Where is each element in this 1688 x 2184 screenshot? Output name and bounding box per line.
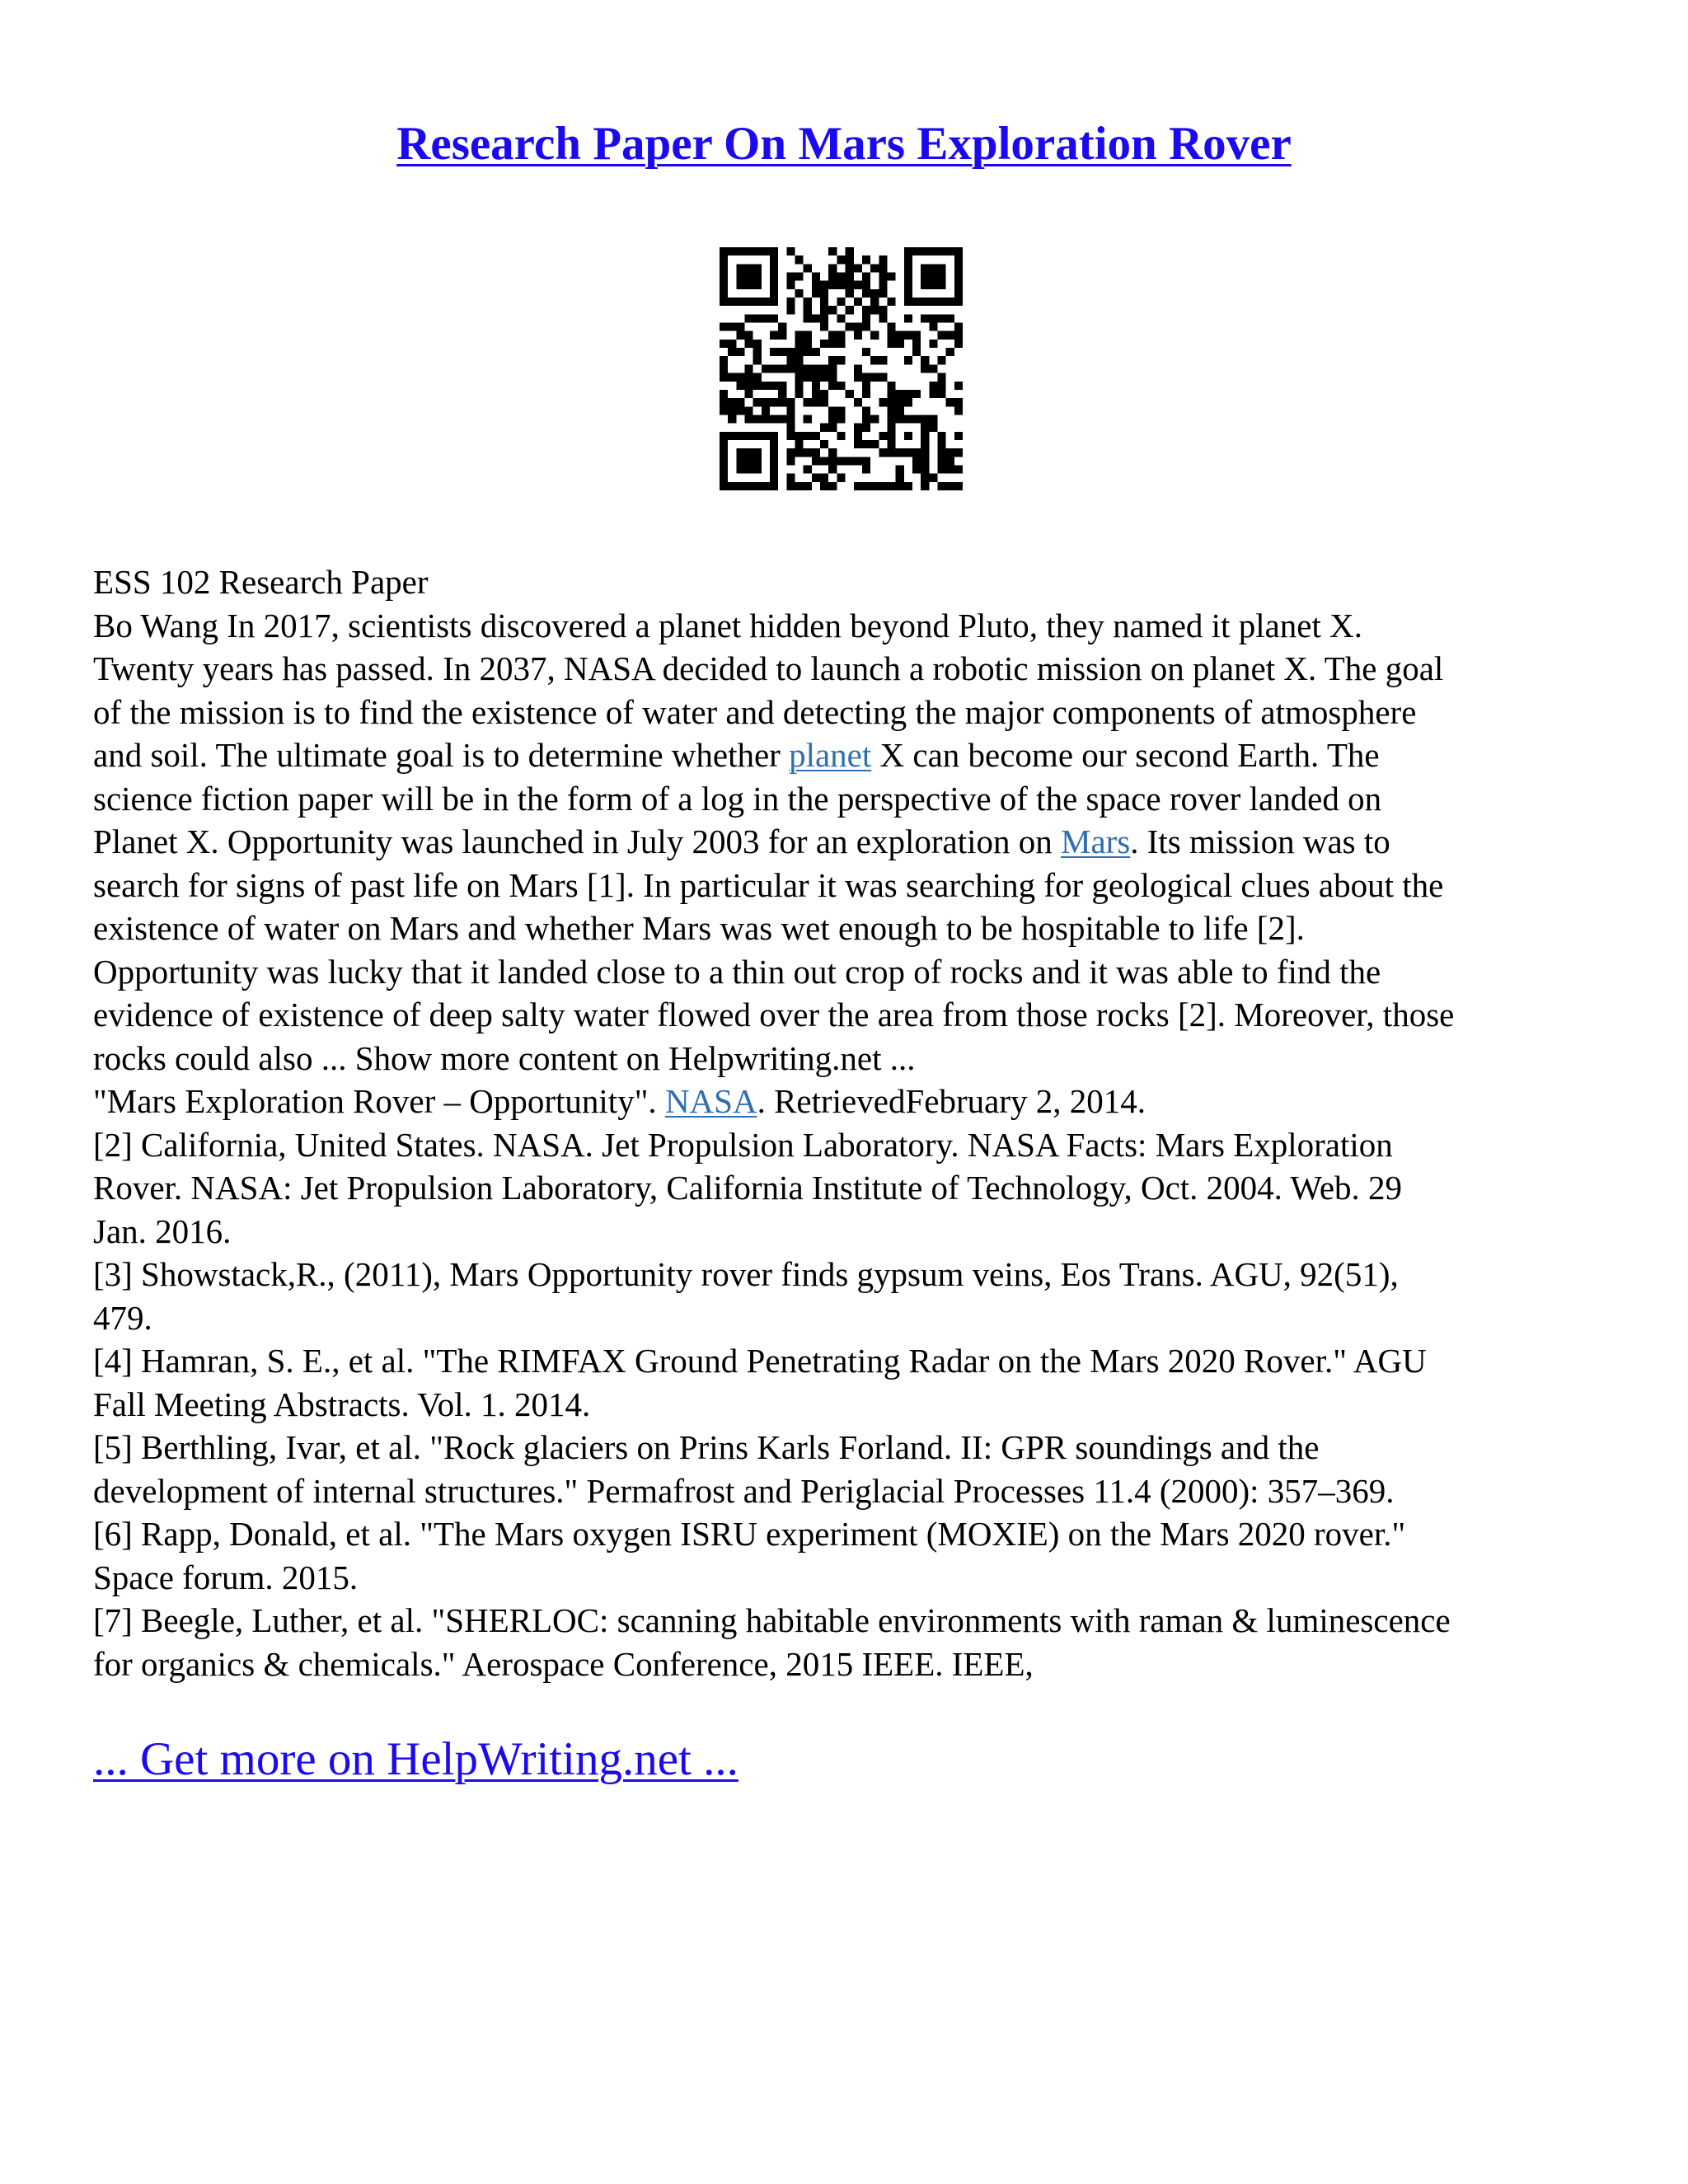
text-segment: X can become our second Earth. The [871,736,1380,774]
text-segment: development of internal structures." Permafrost and Periglacial Processes 11.4 (2000): 357–369. [93,1471,1395,1510]
text-segment: search for signs of past life on Mars [1]. In particular it was searching for geological clues about the [93,865,1444,904]
text-segment: [5] Berthling, Ivar, et al. "Rock glaciers on Prins Karls Forland. II: GPR soundings and the [93,1428,1320,1466]
text-line [93,1080,1601,1123]
title-link[interactable]: Research Paper On Mars Exploration Rover [396,118,1292,170]
get-more-link[interactable]: ... Get more on HelpWriting.net ... [93,1733,738,1785]
text-segment: Jan. 2016. [93,1212,232,1250]
text-line [93,820,1601,864]
text-segment: science fiction paper will be in the form of a log in the perspective of the space rover landed on [93,779,1382,818]
text-line [93,604,1601,648]
text-line [93,1556,1601,1600]
text-segment: Twenty years has passed. In 2037, NASA decided to launch a robotic mission on planet X. The goal [93,649,1444,687]
text-segment: of the mission is to find the existence of water and detecting the major components of atmosphere [93,692,1417,731]
text-line [93,907,1601,950]
text-line [93,1426,1601,1469]
text-line [93,1210,1601,1254]
footer [93,1731,738,1788]
text-line [93,691,1601,734]
inline-link-nasa[interactable]: NASA [664,1082,757,1120]
text-segment: [3] Showstack,R., (2011), Mars Opportunity rover finds gypsum veins, Eos Trans. AGU, 92(51), [93,1255,1399,1293]
text-segment: [7] Beegle, Luther, et al. "SHERLOC: scanning habitable environments with raman & luminescence [93,1601,1451,1639]
document-title [0,115,1688,173]
text-line [93,993,1601,1037]
text-segment: . RetrievedFebruary 2, 2014. [757,1082,1146,1120]
text-segment: Fall Meeting Abstracts. Vol. 1. 2014. [93,1385,591,1423]
text-segment: [2] California, United States. NASA. Jet Propulsion Laboratory. NASA Facts: Mars Exploration [93,1125,1393,1164]
text-line [93,864,1601,907]
text-line [93,1599,1601,1643]
text-line [93,1296,1601,1340]
text-segment: [4] Hamran, S. E., et al. "The RIMFAX Ground Penetrating Radar on the Mars 2020 Rover." AGU [93,1342,1427,1380]
inline-link-planet[interactable]: planet [789,736,872,774]
text-line [93,733,1601,777]
text-line [93,647,1601,691]
text-line [93,1383,1601,1427]
qr-code-icon [720,247,963,490]
text-line [93,1166,1601,1210]
text-segment: [6] Rapp, Donald, et al. "The Mars oxygen ISRU experiment (MOXIE) on the Mars 2020 rover." [93,1515,1406,1553]
text-line [93,1339,1601,1383]
text-segment: 479. [93,1298,152,1337]
text-segment: existence of water on Mars and whether Mars was wet enough to be hospitable to life [2]. [93,909,1305,947]
text-line [93,1469,1601,1513]
inline-link-mars[interactable]: Mars [1061,823,1131,860]
text-segment: and soil. The ultimate goal is to determine whether [93,736,790,774]
text-segment: for organics & chemicals." Aerospace Conference, 2015 IEEE. IEEE, [93,1644,1034,1683]
text-line [93,950,1601,994]
text-segment: rocks could also ... Show more content on Helpwriting.net ... [93,1038,916,1077]
text-segment: evidence of existence of deep salty water flowed over the area from those rocks [2]. Moreover, those [93,996,1455,1033]
text-segment: . Its mission was to [1130,823,1390,860]
text-segment: Rover. NASA: Jet Propulsion Laboratory, California Institute of Technology, Oct. 2004. Web. 29 [93,1169,1403,1207]
text-line [93,1253,1601,1296]
text-line [93,1037,1601,1080]
document-body [93,560,1601,1685]
text-segment: Space forum. 2015. [93,1558,359,1596]
text-segment: "Mars Exploration Rover – Opportunity". [93,1082,665,1120]
text-line [93,1512,1601,1556]
text-segment: Bo Wang In 2017, scientists discovered a planet hidden beyond Pluto, they named it planet X. [93,606,1362,644]
text-segment: ESS 102 Research Paper [93,563,429,601]
text-line [93,777,1601,821]
text-segment: Planet X. Opportunity was launched in July 2003 for an exploration on [93,823,1061,860]
text-segment: Opportunity was lucky that it landed close to a thin out crop of rocks and it was able to find the [93,952,1381,991]
text-line [93,1123,1601,1167]
text-line [93,1643,1601,1686]
text-line [93,560,1601,604]
